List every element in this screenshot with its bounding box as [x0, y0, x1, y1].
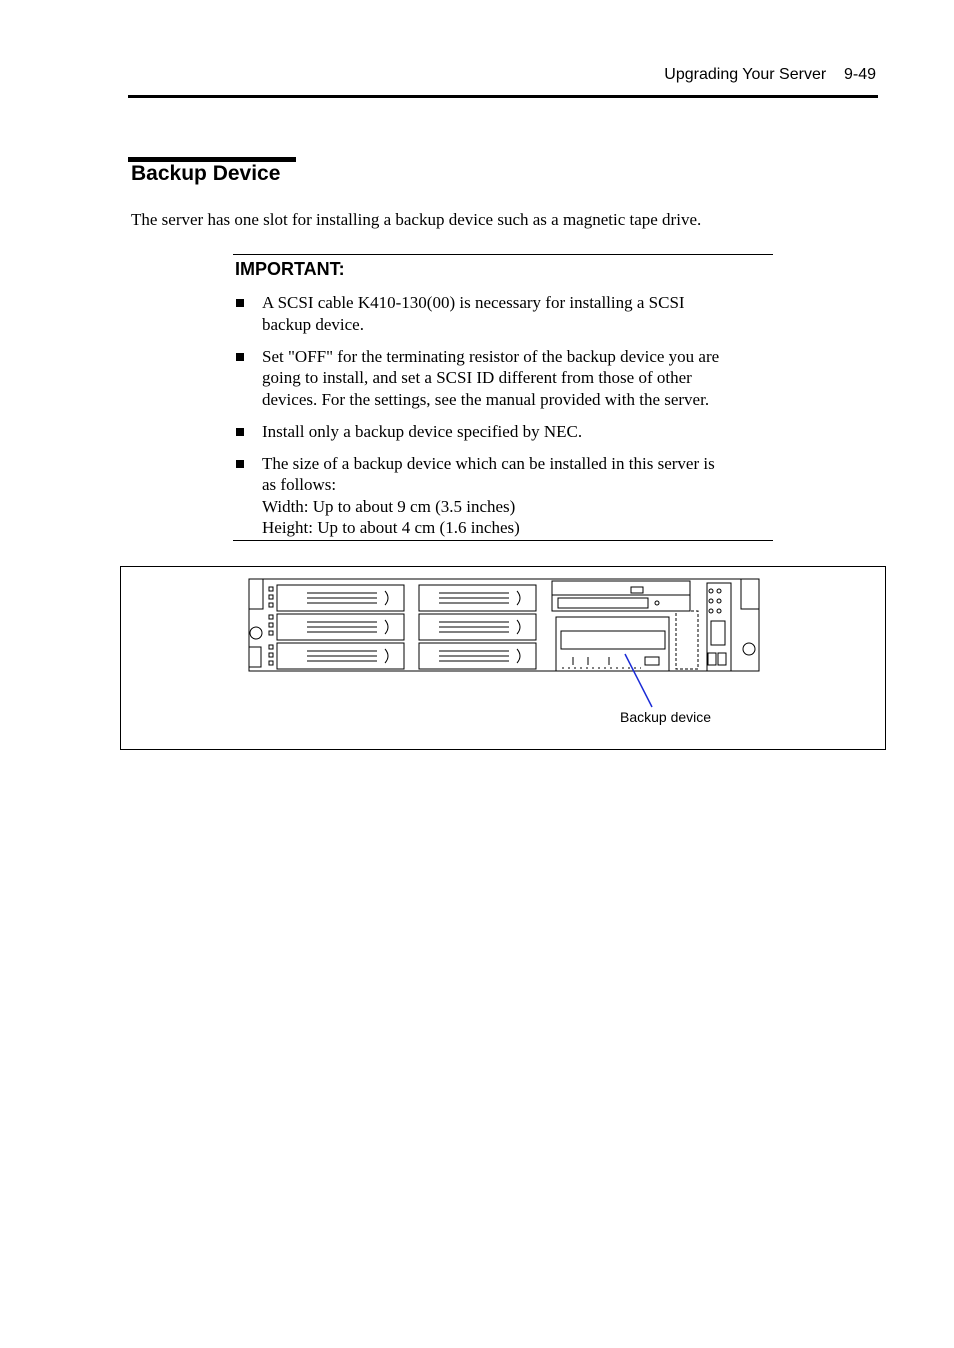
callout-leader-line	[625, 654, 652, 707]
callout-label: Backup device	[620, 709, 712, 725]
list-item	[233, 292, 763, 335]
bullet-square-icon	[236, 460, 244, 468]
important-list	[233, 292, 763, 549]
control-panel	[676, 583, 731, 671]
list-item-line: Set "OFF" for the terminating resistor of the backup device you are	[262, 346, 720, 366]
drive-led-column	[269, 587, 273, 665]
right-rack-ear	[741, 579, 759, 609]
list-item-line: going to install, and set a SCSI ID different from those of other	[262, 368, 692, 387]
list-item-line: Install only a backup device specified by NEC.	[262, 421, 583, 441]
hdd-bay-grid	[277, 585, 536, 669]
list-item	[233, 346, 763, 411]
header-title: Upgrading Your Server	[664, 66, 827, 83]
right-screw-icon	[743, 643, 755, 655]
list-item-line: Width: Up to about 9 cm (3.5 inches)	[262, 496, 516, 516]
left-rack-ear	[249, 579, 263, 609]
server-front-illustration	[121, 567, 885, 749]
page-number: 9-49	[843, 66, 876, 83]
list-item	[233, 453, 763, 539]
bullet-square-icon	[236, 353, 244, 361]
running-header	[664, 66, 876, 84]
optical-drive-bay	[552, 581, 690, 611]
list-item-line: Height: Up to about 4 cm (1.6 inches)	[262, 518, 520, 537]
intro-paragraph: The server has one slot for installing a backup device such as a magnetic tape drive.	[131, 210, 702, 229]
list-item-line: A SCSI cable K410-130(00) is necessary for installing a SCSI	[262, 293, 685, 312]
list-item-line: The size of a backup device which can be installed in this server is	[262, 453, 715, 473]
important-title: IMPORTANT:	[235, 259, 345, 279]
figure-box	[120, 566, 886, 750]
list-item-line: devices. For the settings, see the manual provided with the server.	[262, 389, 710, 409]
list-item	[233, 421, 763, 443]
header-rule	[128, 95, 878, 98]
bullet-square-icon	[236, 299, 244, 307]
bullet-square-icon	[236, 428, 244, 436]
list-item-line: backup device.	[262, 314, 364, 334]
important-box	[233, 254, 773, 541]
section-title: Backup Device	[131, 162, 281, 185]
left-screw-icon	[250, 627, 262, 639]
list-item-line: as follows:	[262, 475, 337, 494]
